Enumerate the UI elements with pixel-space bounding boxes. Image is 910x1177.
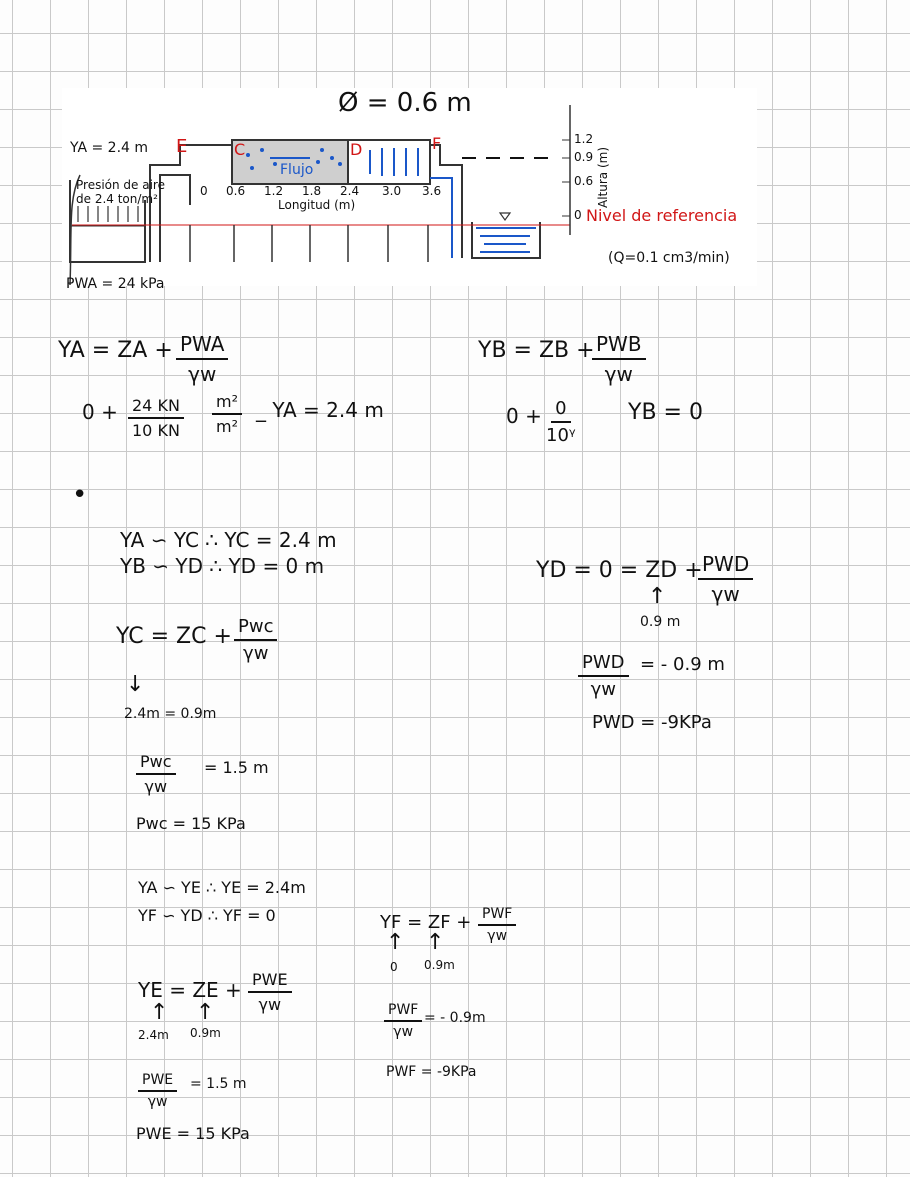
yb-fraction [546, 398, 576, 446]
yf-equation-lhs: YF = ZF + [380, 912, 472, 933]
yb-den: 10ᵞ [546, 425, 576, 446]
ytick-09: 0.9 [574, 150, 594, 164]
kn-den: 10 KN [132, 421, 180, 440]
pwe-result: PWE = 15 KPa [136, 1124, 250, 1143]
ye-arrow-a: ↑ [150, 1000, 169, 1025]
air-label-2: de 2.4 ton/m² [76, 192, 158, 206]
pwe-fraction [138, 1072, 177, 1110]
m2-num: m² [212, 392, 242, 415]
reference-label: Nivel de referencia [586, 206, 738, 225]
point-f: F [432, 134, 442, 153]
yd-equation-lhs: YD = 0 = ZD + [536, 558, 703, 583]
point-e: E [176, 136, 188, 157]
pwf-result: PWF = -9KPa [386, 1064, 477, 1080]
gw-den-e2: γw [147, 1094, 168, 1110]
m2-den: m² [216, 417, 238, 436]
pwd-value: = - 0.9 m [640, 654, 725, 675]
pwf-num: PWF [384, 1002, 422, 1022]
gw-den-e: γw [258, 995, 282, 1014]
pwa-num: PWA [176, 332, 228, 360]
pwc-over-gw [234, 616, 277, 664]
gw-den-d: γw [711, 582, 740, 606]
tick-5: 3.0 [382, 184, 402, 198]
yf-sub-b: 0.9m [424, 958, 455, 972]
pwd-num: PWD [578, 652, 629, 677]
gw-den-b: γw [604, 362, 633, 386]
pwf-over-gw [478, 906, 516, 944]
air-label-1: Presión de aire [76, 178, 165, 192]
ytick-0: 0 [574, 208, 582, 222]
point-c: C [234, 140, 246, 159]
pwf-num-a: PWF [478, 906, 516, 926]
ya-result: _ YA = 2.4 m [256, 398, 384, 422]
gw-den-f2: γw [393, 1024, 414, 1040]
tick-4: 2.4 [340, 184, 360, 198]
gw-den-f: γw [487, 928, 508, 944]
yc-equation-lhs: YC = ZC + [116, 624, 232, 649]
pwf-fraction [384, 1002, 422, 1040]
ya-equation-lhs: YA = ZA + [58, 338, 173, 363]
ye-equation-lhs: YE = ZE + [138, 978, 242, 1002]
pwb-num: PWB [592, 332, 646, 360]
yc-down-arrow: ↓ [126, 672, 145, 697]
pwc-result: Pwc = 15 KPa [136, 814, 246, 833]
x-axis-label: Longitud (m) [278, 198, 356, 212]
yb-yd-relation: YB ∽ YD ∴ YD = 0 m [120, 554, 325, 578]
yf-arrow-a: ↑ [386, 930, 405, 955]
gw-den-c: γw [243, 643, 269, 664]
pwb-over-gw [592, 332, 646, 386]
ya-calc-prefix: 0 + [82, 400, 118, 424]
pwe-num-a: PWE [248, 970, 292, 993]
yb-num: 0 [551, 398, 570, 423]
ytick-12: 1.2 [574, 132, 594, 146]
pwc-value: = 1.5 m [204, 758, 269, 777]
m2-fraction [212, 392, 242, 436]
pwf-value: = - 0.9m [424, 1010, 486, 1026]
zd-arrow: ↑ [648, 584, 667, 609]
yf-sub-a: 0 [390, 960, 398, 974]
yb-equation-lhs: YB = ZB + [478, 338, 595, 363]
pwa-over-gw [176, 332, 228, 386]
kn-num: 24 KN [128, 396, 184, 419]
y-axis-label: Altura (m) [596, 146, 610, 208]
pwd-fraction [578, 652, 629, 700]
tick-0: 0 [200, 184, 208, 198]
tick-6: 3.6 [422, 184, 442, 198]
ye-sub-b: 0.9m [190, 1026, 221, 1040]
pwe-value: = 1.5 m [190, 1076, 247, 1092]
diameter-title: Ø = 0.6 m [338, 88, 472, 118]
pwd-over-gw [698, 552, 753, 606]
gw-den: γw [188, 362, 217, 386]
yb-zero-prefix: 0 + [506, 404, 542, 428]
tick-2: 1.2 [264, 184, 284, 198]
tick-1: 0.6 [226, 184, 246, 198]
gw-den-d2: γw [590, 679, 616, 700]
ye-sub-a: 2.4m [138, 1028, 169, 1042]
yc-substitution: 2.4m = 0.9m [124, 706, 217, 722]
flow-rate: (Q=0.1 cm3/min) [608, 250, 730, 266]
pwa-label: PWA = 24 kPa [66, 276, 165, 292]
pwc-num: Pwc [136, 752, 176, 775]
ye-arrow-b: ↑ [196, 1000, 215, 1025]
yb-result: YB = 0 [628, 400, 703, 425]
pwc-num-a: Pwc [234, 616, 277, 641]
flow-label: Flujo [280, 162, 314, 178]
pwd-result: PWD = -9KPa [592, 712, 712, 733]
pwe-over-gw [248, 970, 292, 1014]
bullet: • [72, 480, 88, 510]
kn-fraction [128, 396, 184, 440]
point-d: D [350, 140, 363, 159]
pwc-fraction [136, 752, 176, 796]
pwe-num: PWE [138, 1072, 177, 1092]
tick-3: 1.8 [302, 184, 322, 198]
yf-arrow-b: ↑ [426, 930, 445, 955]
ya-ye-relation: YA ∽ YE ∴ YE = 2.4m [138, 878, 306, 897]
pwd-num-a: PWD [698, 552, 753, 580]
ya-yc-relation: YA ∽ YC ∴ YC = 2.4 m [120, 528, 337, 552]
zd-value: 0.9 m [640, 614, 681, 630]
ytick-06: 0.6 [574, 174, 594, 188]
gw-den-c2: γw [144, 777, 168, 796]
yf-yd-relation: YF ∽ YD ∴ YF = 0 [138, 906, 276, 925]
ya-label: YA = 2.4 m [70, 140, 149, 156]
